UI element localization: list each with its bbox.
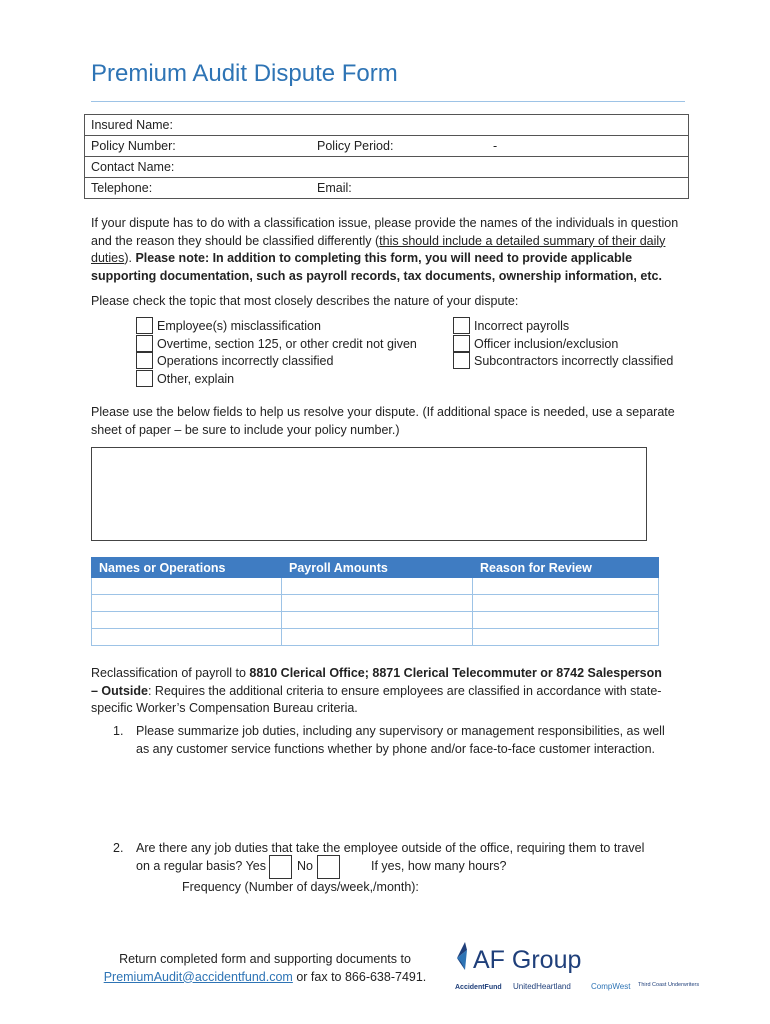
q2-number: 2. <box>113 841 124 855</box>
checkbox-label: Employee(s) misclassification <box>157 318 321 333</box>
checkbox-incorrect-payrolls[interactable] <box>453 317 569 334</box>
table-row <box>92 612 659 629</box>
policy-period-label: Policy Period: <box>317 139 394 153</box>
telephone-label: Telephone: <box>91 181 153 195</box>
checkbox-box[interactable] <box>136 352 153 369</box>
table-cell[interactable] <box>282 595 473 612</box>
if-yes-hours-label: If yes, how many hours? <box>371 859 507 873</box>
col-payroll-amounts: Payroll Amounts <box>282 558 473 578</box>
checkbox-label: Subcontractors incorrectly classified <box>474 353 674 368</box>
title-divider <box>91 101 685 102</box>
checkbox-label: Other, explain <box>157 371 235 386</box>
page-title: Premium Audit Dispute Form <box>91 60 398 87</box>
table-cell[interactable] <box>92 578 282 595</box>
checkbox-label: Overtime, section 125, or other credit not given <box>157 336 417 351</box>
footer-line2 <box>95 969 435 987</box>
payroll-review-table <box>91 557 659 646</box>
policy-info-table <box>84 114 689 199</box>
table-cell[interactable] <box>473 629 659 646</box>
fields-prompt: Please use the below fields to help us resolve your dispute. (If additional space is needed, use a separate sheet of paper – be sure to include your policy number.) <box>91 405 675 437</box>
checkbox-box[interactable] <box>453 317 470 334</box>
table-cell[interactable] <box>92 629 282 646</box>
footer-fax: or fax to 866-638-7491. <box>292 969 427 984</box>
table-cell[interactable] <box>282 612 473 629</box>
checkbox-box[interactable] <box>136 370 153 387</box>
checkbox-label: Officer inclusion/exclusion <box>474 336 619 351</box>
topic-prompt: Please check the topic that most closely describes the nature of your dispute: <box>91 294 519 308</box>
contact-name-row[interactable] <box>85 157 688 178</box>
frequency-label: Frequency (Number of days/week,/month): <box>182 880 419 894</box>
reclass-paragraph <box>91 665 671 718</box>
checkbox-employee-misclassification[interactable] <box>136 317 321 334</box>
af-group-wordmark: AF Group <box>473 946 582 974</box>
intro-text-1: If your dispute has to do with a classification issue, please provide the names of the individuals in question and the reason they should be classified differently ( <box>91 216 679 248</box>
policy-number-label: Policy Number: <box>91 139 176 153</box>
q1-number: 1. <box>113 724 124 738</box>
intro-paragraph <box>91 215 691 285</box>
policy-row[interactable] <box>85 136 688 157</box>
af-group-logo <box>455 940 700 995</box>
checkbox-box[interactable] <box>453 352 470 369</box>
q1-text: Please summarize job duties, including any supervisory or management responsibilities, as well as any customer service functions whether by phone and/or face-to-face customer interaction. <box>136 724 665 756</box>
email-label: Email: <box>317 181 352 195</box>
reclass-bold-codes: 8810 Clerical Office; 8871 Clerical Telecommuter or 8742 Salesperson – Outside <box>91 666 662 698</box>
checkbox-overtime[interactable] <box>136 335 417 352</box>
telephone-email-row[interactable] <box>85 178 688 198</box>
table-cell[interactable] <box>92 612 282 629</box>
footer-return-instructions <box>95 951 435 986</box>
no-label: No <box>297 859 313 873</box>
checkbox-operations-classified[interactable] <box>136 352 333 369</box>
premium-audit-email-link[interactable]: PremiumAudit@accidentfund.com <box>103 969 293 984</box>
q2-line2: on a regular basis? Yes <box>136 859 266 873</box>
table-cell[interactable] <box>473 612 659 629</box>
checkbox-label: Incorrect payrolls <box>474 318 570 333</box>
compwest-wordmark: CompWest <box>591 982 631 991</box>
table-cell[interactable] <box>473 595 659 612</box>
unitedheartland-wordmark: UnitedHeartland <box>513 982 571 991</box>
checkbox-label: Operations incorrectly classified <box>157 353 334 368</box>
checkbox-other[interactable] <box>136 370 234 387</box>
af-group-logo-mark <box>455 940 700 995</box>
table-cell[interactable] <box>473 578 659 595</box>
dispute-details-textarea[interactable] <box>91 447 647 541</box>
thirdcoast-wordmark: Third Coast Underwriters <box>638 982 700 988</box>
table-row <box>92 578 659 595</box>
table-cell[interactable] <box>282 578 473 595</box>
col-reason-review: Reason for Review <box>473 558 659 578</box>
no-checkbox[interactable] <box>317 855 340 879</box>
checkbox-officer-inclusion[interactable] <box>453 335 618 352</box>
checkbox-box[interactable] <box>453 335 470 352</box>
table-row <box>92 629 659 646</box>
col-names-operations: Names or Operations <box>92 558 282 578</box>
intro-text-2: ). <box>124 251 136 265</box>
insured-name-label: Insured Name: <box>91 118 173 132</box>
checkbox-subcontractors[interactable] <box>453 352 673 369</box>
table-row <box>92 595 659 612</box>
intro-underlined: this should include a detailed summary of their daily duties <box>91 233 666 265</box>
contact-name-label: Contact Name: <box>91 160 175 174</box>
checkbox-box[interactable] <box>136 317 153 334</box>
insured-name-row[interactable] <box>85 115 688 136</box>
checkbox-box[interactable] <box>136 335 153 352</box>
reclass-text-2: : Requires the additional criteria to ensure employees are classified in accordance with state-specific Worker’s Compensation Bureau criteria. <box>91 683 662 715</box>
table-cell[interactable] <box>282 629 473 646</box>
footer-line1: Return completed form and supporting documents to <box>119 952 411 966</box>
q2-line1: Are there any job duties that take the employee outside of the office, requiring them to travel <box>136 841 645 855</box>
policy-period-separator: - <box>493 139 498 153</box>
table-cell[interactable] <box>92 595 282 612</box>
reclass-text-1: Reclassification of payroll to <box>91 666 250 680</box>
yes-checkbox[interactable] <box>269 855 292 879</box>
intro-bold-note: Please note: In addition to completing this form, you will need to provide applicable supporting documentation, such as payroll records, tax documents, ownership information, etc. <box>91 251 662 283</box>
accidentfund-wordmark: AccidentFund <box>455 984 502 991</box>
